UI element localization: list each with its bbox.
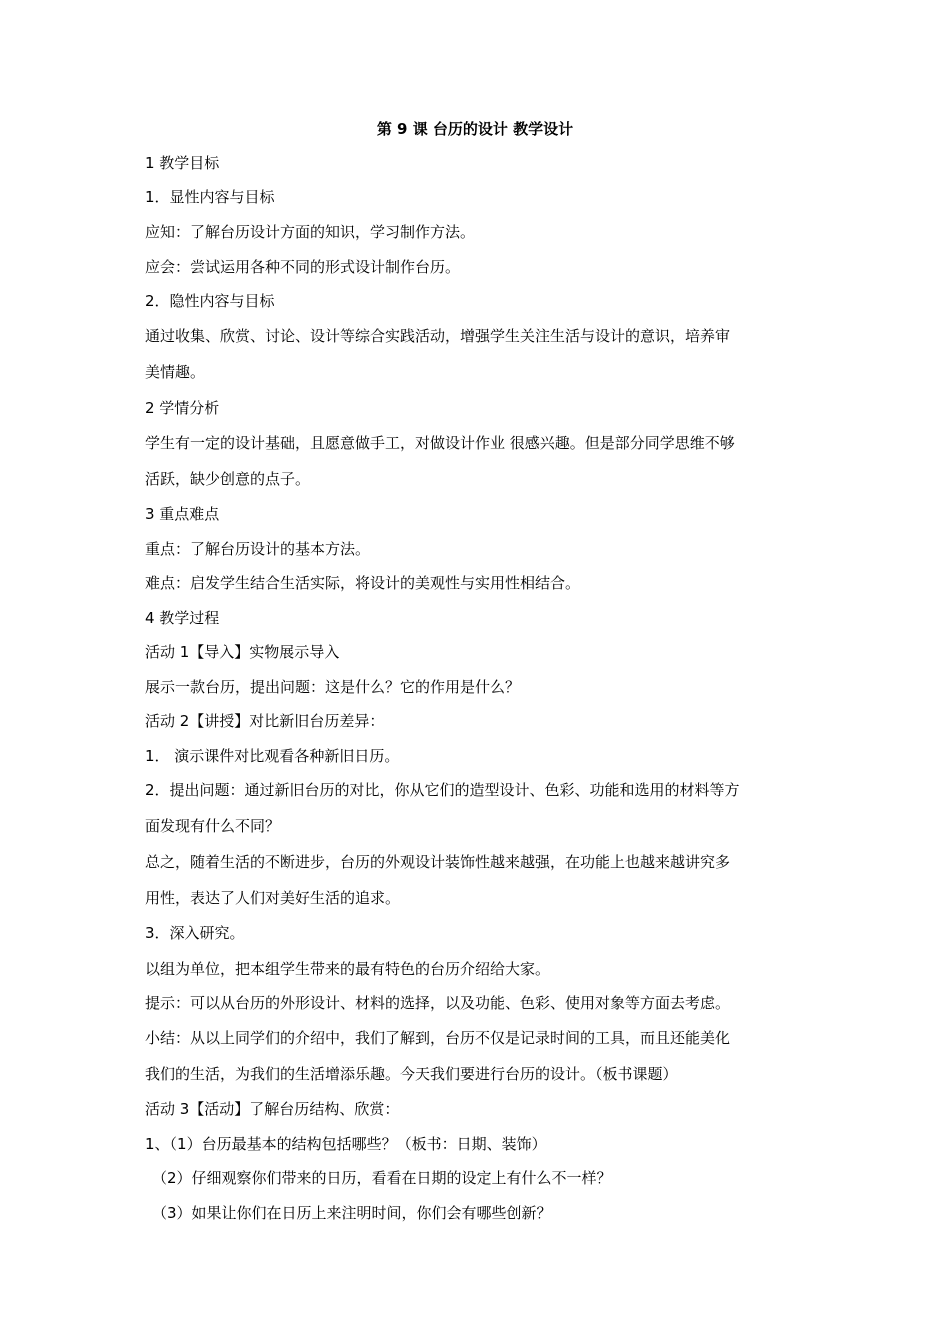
paragraph-line: 学生有一定的设计基础，且愿意做手工，对做设计作业 很感兴趣。但是部分同学思维不够 [145,434,735,452]
paragraph-line: 小结：从以上同学们的介绍中，我们了解到，台历不仅是记录时间的工具，而且还能美化 [145,1029,731,1047]
paragraph-line: 2．提出问题：通过新旧台历的对比，你从它们的造型设计、色彩、功能和选用的材料等方 [145,781,740,799]
paragraph-line: 1． 演示课件对比观看各种新旧日历。 [145,747,400,765]
section-heading-key-points: 3 重点难点 [145,505,220,523]
paragraph-line: （3）如果让你们在日历上来注明时间，你们会有哪些创新？ [152,1204,552,1222]
paragraph-line: 难点：启发学生结合生活实际，将设计的美观性与实用性相结合。 [145,574,581,592]
paragraph-line: 应会：尝试运用各种不同的形式设计制作台历。 [145,258,461,276]
paragraph-line: 应知：了解台历设计方面的知识，学习制作方法。 [145,223,476,241]
paragraph-line: 重点：了解台历设计的基本方法。 [145,540,371,558]
activity-heading: 活动 2【讲授】对比新旧台历差异： [145,712,385,730]
paragraph-line: 1、（1）台历最基本的结构包括哪些？（板书：日期、装饰） [145,1135,547,1153]
subheading-explicit-goals: 1．显性内容与目标 [145,188,275,206]
paragraph-line: 展示一款台历，提出问题：这是什么？它的作用是什么？ [145,678,521,696]
section-heading-objectives: 1 教学目标 [145,154,220,172]
paragraph-line: （2）仔细观察你们带来的日历，看看在日期的设定上有什么不一样？ [152,1169,612,1187]
paragraph-line: 美情趣。 [145,363,206,381]
activity-heading: 活动 3【活动】了解台历结构、欣赏： [145,1100,400,1118]
paragraph-line: 3．深入研究。 [145,924,245,942]
activity-heading: 活动 1【导入】实物展示导入 [145,643,340,661]
paragraph-line: 总之，随着生活的不断进步，台历的外观设计装饰性越来越强，在功能上也越来越讲究多 [145,853,731,871]
paragraph-line: 面发现有什么不同？ [145,817,281,835]
paragraph-line: 我们的生活，为我们的生活增添乐趣。今天我们要进行台历的设计。（板书课题） [145,1065,678,1083]
section-heading-learner-analysis: 2 学情分析 [145,399,220,417]
subheading-implicit-goals: 2．隐性内容与目标 [145,292,275,310]
paragraph-line: 以组为单位，把本组学生带来的最有特色的台历介绍给大家。 [145,960,551,978]
paragraph-line: 提示：可以从台历的外形设计、材料的选择，以及功能、色彩、使用对象等方面去考虑。 [145,994,731,1012]
document-title: 第 9 课 台历的设计 教学设计 [376,120,574,138]
paragraph-line: 通过收集、欣赏、讨论、设计等综合实践活动，增强学生关注生活与设计的意识，培养审 [145,327,731,345]
section-heading-process: 4 教学过程 [145,609,220,627]
paragraph-line: 活跃，缺少创意的点子。 [145,470,311,488]
paragraph-line: 用性，表达了人们对美好生活的追求。 [145,889,401,907]
